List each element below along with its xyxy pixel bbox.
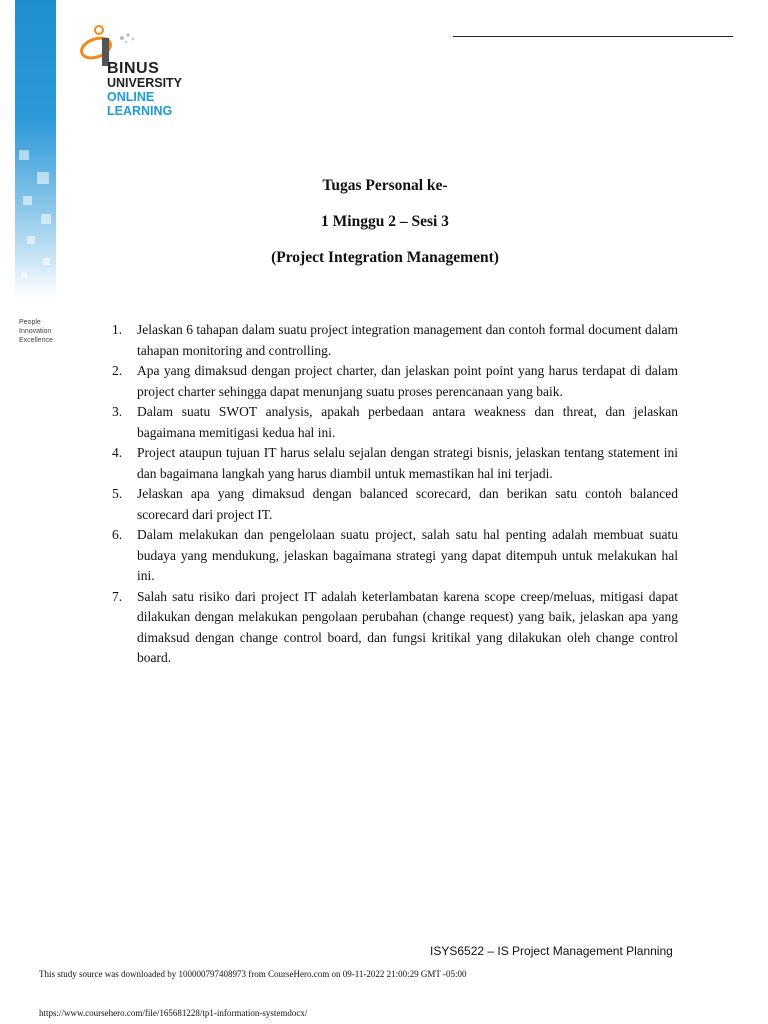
- question-number: 4.: [112, 445, 123, 460]
- binus-logo: [74, 22, 194, 130]
- question-number: 2.: [112, 363, 123, 378]
- question-number: 6.: [112, 527, 123, 542]
- question-text: Dalam suatu SWOT analysis, apakah perbedaan antara weakness dan threat, dan jelaskan bagaimana memitigasi kedua hal ini.: [137, 404, 678, 440]
- header-rule: [453, 36, 733, 37]
- footer-source-note: This study source was downloaded by 100000797408973 from CourseHero.com on 09-11-2022 21:00:29 GMT -05:00: [39, 969, 467, 979]
- tagline-people: People: [19, 319, 41, 326]
- footer-url-link[interactable]: https://www.coursehero.com/file/165681228/tp1-information-systemdocx/: [39, 1008, 308, 1018]
- tagline-excellence: Excellence: [19, 337, 53, 344]
- tagline-innovation: Innovation: [19, 328, 52, 335]
- question-item: [104, 443, 678, 484]
- question-text: Jelaskan apa yang dimaksud dengan balanced scorecard, dan berikan satu contoh balanced scorecard dari project IT.: [137, 486, 678, 522]
- logo-binus-text: BINUS: [107, 60, 160, 77]
- question-text: Dalam melakukan dan pengelolaan suatu project, salah satu hal penting adalah membuat suatu budaya yang mendukung, jelaskan bagaimana strategi yang dapat ditempuh untuk melakukan hal ini.: [137, 527, 678, 583]
- question-number: 3.: [112, 404, 123, 419]
- question-item: [104, 320, 678, 361]
- logo-university-text: UNIVERSITY: [107, 76, 183, 90]
- question-item: [104, 361, 678, 402]
- footer-course-code: ISYS6522 – IS Project Management Planning: [430, 944, 673, 958]
- decorative-side-strip: [15, 0, 56, 300]
- assignment-title: [200, 176, 570, 284]
- title-line-2: 1 Minggu 2 – Sesi 3: [321, 213, 449, 230]
- logo-tagline: [19, 318, 53, 345]
- question-number: 7.: [112, 588, 123, 604]
- question-item: [104, 484, 678, 525]
- logo-learning-text: LEARNING: [107, 104, 173, 118]
- question-item: [104, 525, 678, 587]
- logo-online-text: ONLINE: [107, 90, 155, 104]
- question-item: [104, 587, 678, 669]
- title-line-1: Tugas Personal ke-: [322, 177, 448, 194]
- question-text: Salah satu risiko dari project IT adalah keterlambatan karena scope creep/meluas, mitigasi dapat dilakukan dengan melakukan pengolaan perubahan (change request) yang baik, jelaskan apa yang dimaksud dengan change control board, dan fungsi kritikal yang dilakukan oleh change control board.: [137, 588, 678, 665]
- question-item: [104, 402, 678, 443]
- question-text: Jelaskan 6 tahapan dalam suatu project integration management dan contoh formal document dalam tahapan monitoring and controlling.: [137, 322, 678, 358]
- question-text: Project ataupun tujuan IT harus selalu sejalan dengan strategi bisnis, jelaskan tentang statement ini dan bagaimana langkah yang harus diambil untuk memastikan hal ini terjadi.: [137, 445, 678, 481]
- title-line-3: (Project Integration Management): [271, 249, 499, 266]
- question-number: 5.: [112, 486, 123, 501]
- question-list: [104, 320, 678, 669]
- question-number: 1.: [112, 322, 123, 337]
- question-text: Apa yang dimaksud dengan project charter, dan jelaskan point point yang harus terdapat di dalam project charter sehingga dapat menunjang suatu proses perencanaan yang baik.: [137, 363, 678, 399]
